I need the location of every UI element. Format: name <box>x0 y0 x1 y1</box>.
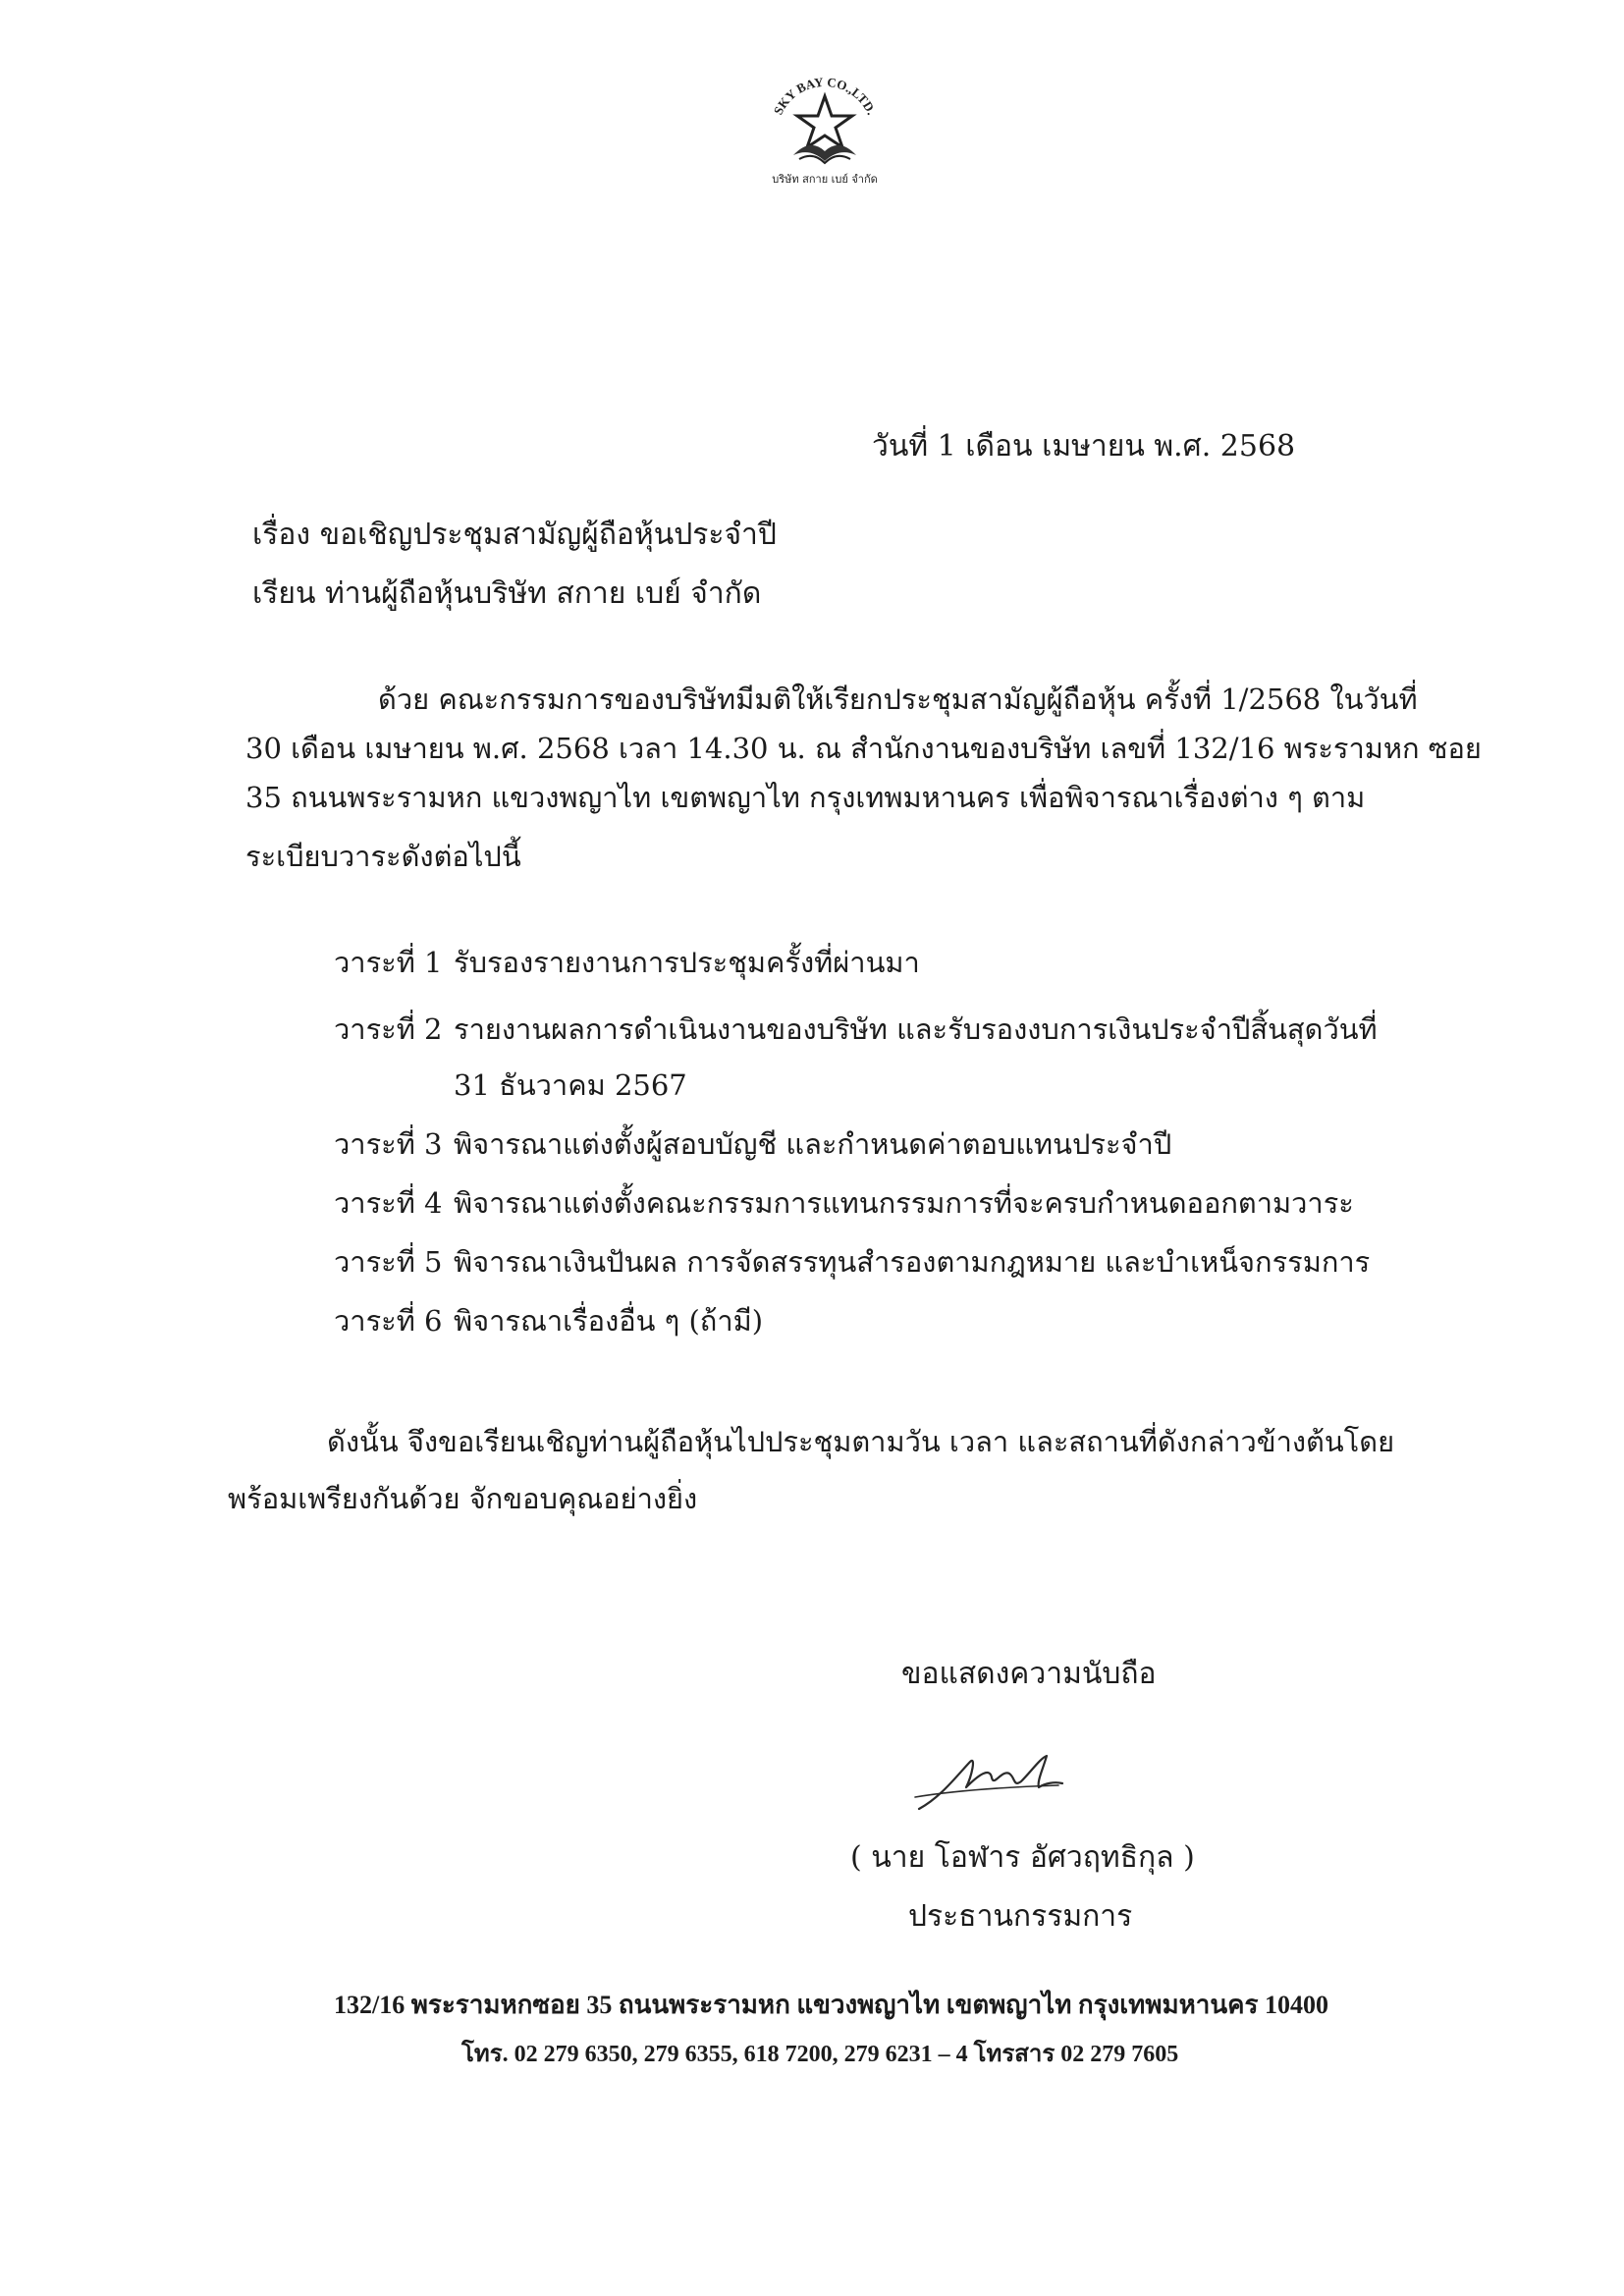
signature-image <box>911 1748 1068 1817</box>
agenda-number: วาระที่ 4 <box>334 1186 443 1220</box>
agenda-item-continuation: 31 ธันวาคม 2567 <box>454 1068 687 1102</box>
letter-subject: เรื่อง ขอเชิญประชุมสามัญผู้ถือหุ้นประจำปี <box>252 518 777 552</box>
letter-recipient: เรียน ท่านผู้ถือหุ้นบริษัท สกาย เบย์ จำกัด <box>252 576 762 611</box>
logo-thai-text: บริษัท สกาย เบย์ จำกัด <box>772 173 878 186</box>
closing-line: พร้อมเพรียงกันด้วย จักขอบคุณอย่างยิ่ง <box>228 1482 698 1515</box>
regards-text: ขอแสดงความนับถือ <box>901 1657 1157 1691</box>
footer-address: 132/16 พระรามหกซอย 35 ถนนพระรามหก แขวงพญาไท เขตพญาไท กรุงเทพมหานคร 10400 <box>334 1991 1328 2019</box>
body-line: ด้วย คณะกรรมการของบริษัทมีมติให้เรียกประชุมสามัญผู้ถือหุ้น ครั้งที่ 1/2568 ในวันที่ <box>378 683 1418 716</box>
agenda-item: พิจารณาแต่งตั้งผู้สอบบัญชี และกำหนดค่าตอบแทนประจำปี <box>454 1127 1172 1161</box>
agenda-item: รับรองรายงานการประชุมครั้งที่ผ่านมา <box>454 946 920 979</box>
agenda-item: พิจารณาเงินปันผล การจัดสรรทุนสำรองตามกฎหมาย และบำเหน็จกรรมการ <box>454 1245 1371 1279</box>
agenda-number: วาระที่ 1 <box>334 946 443 979</box>
logo-brand-text: SKY BAY CO.,LTD. <box>770 74 880 118</box>
company-logo <box>756 57 893 194</box>
body-line: 35 ถนนพระรามหก แขวงพญาไท เขตพญาไท กรุงเทพมหานคร เพื่อพิจารณาเรื่องต่าง ๆ ตาม <box>245 781 1366 814</box>
footer-contact: โทร. 02 279 6350, 279 6355, 618 7200, 279 6231 – 4 โทรสาร 02 279 7605 <box>461 2042 1179 2067</box>
agenda-item: รายงานผลการดำเนินงานของบริษัท และรับรองงบการเงินประจำปีสิ้นสุดวันที่ <box>454 1012 1378 1046</box>
agenda-number: วาระที่ 6 <box>334 1304 443 1338</box>
signer-name: ( นาย โอฬาร อัศวฤทธิกุล ) <box>850 1840 1195 1875</box>
agenda-number: วาระที่ 5 <box>334 1245 443 1279</box>
agenda-number: วาระที่ 3 <box>334 1127 443 1161</box>
signer-title: ประธานกรรมการ <box>908 1899 1133 1934</box>
letter-date: วันที่ 1 เดือน เมษายน พ.ศ. 2568 <box>872 429 1296 464</box>
closing-line: ดังนั้น จึงขอเรียนเชิญท่านผู้ถือหุ้นไปประชุมตามวัน เวลา และสถานที่ดังกล่าวข้างต้นโดย <box>327 1425 1395 1458</box>
agenda-item: พิจารณาแต่งตั้งคณะกรรมการแทนกรรมการที่จะครบกำหนดออกตามวาระ <box>454 1186 1354 1220</box>
star-icon <box>797 96 852 147</box>
body-line: ระเบียบวาระดังต่อไปนี้ <box>245 840 521 873</box>
agenda-number: วาระที่ 2 <box>334 1012 443 1046</box>
agenda-item: พิจารณาเรื่องอื่น ๆ (ถ้ามี) <box>454 1304 764 1338</box>
body-line: 30 เดือน เมษายน พ.ศ. 2568 เวลา 14.30 น. ณ สำนักงานของบริษัท เลขที่ 132/16 พระรามหก ซอย <box>245 732 1482 765</box>
